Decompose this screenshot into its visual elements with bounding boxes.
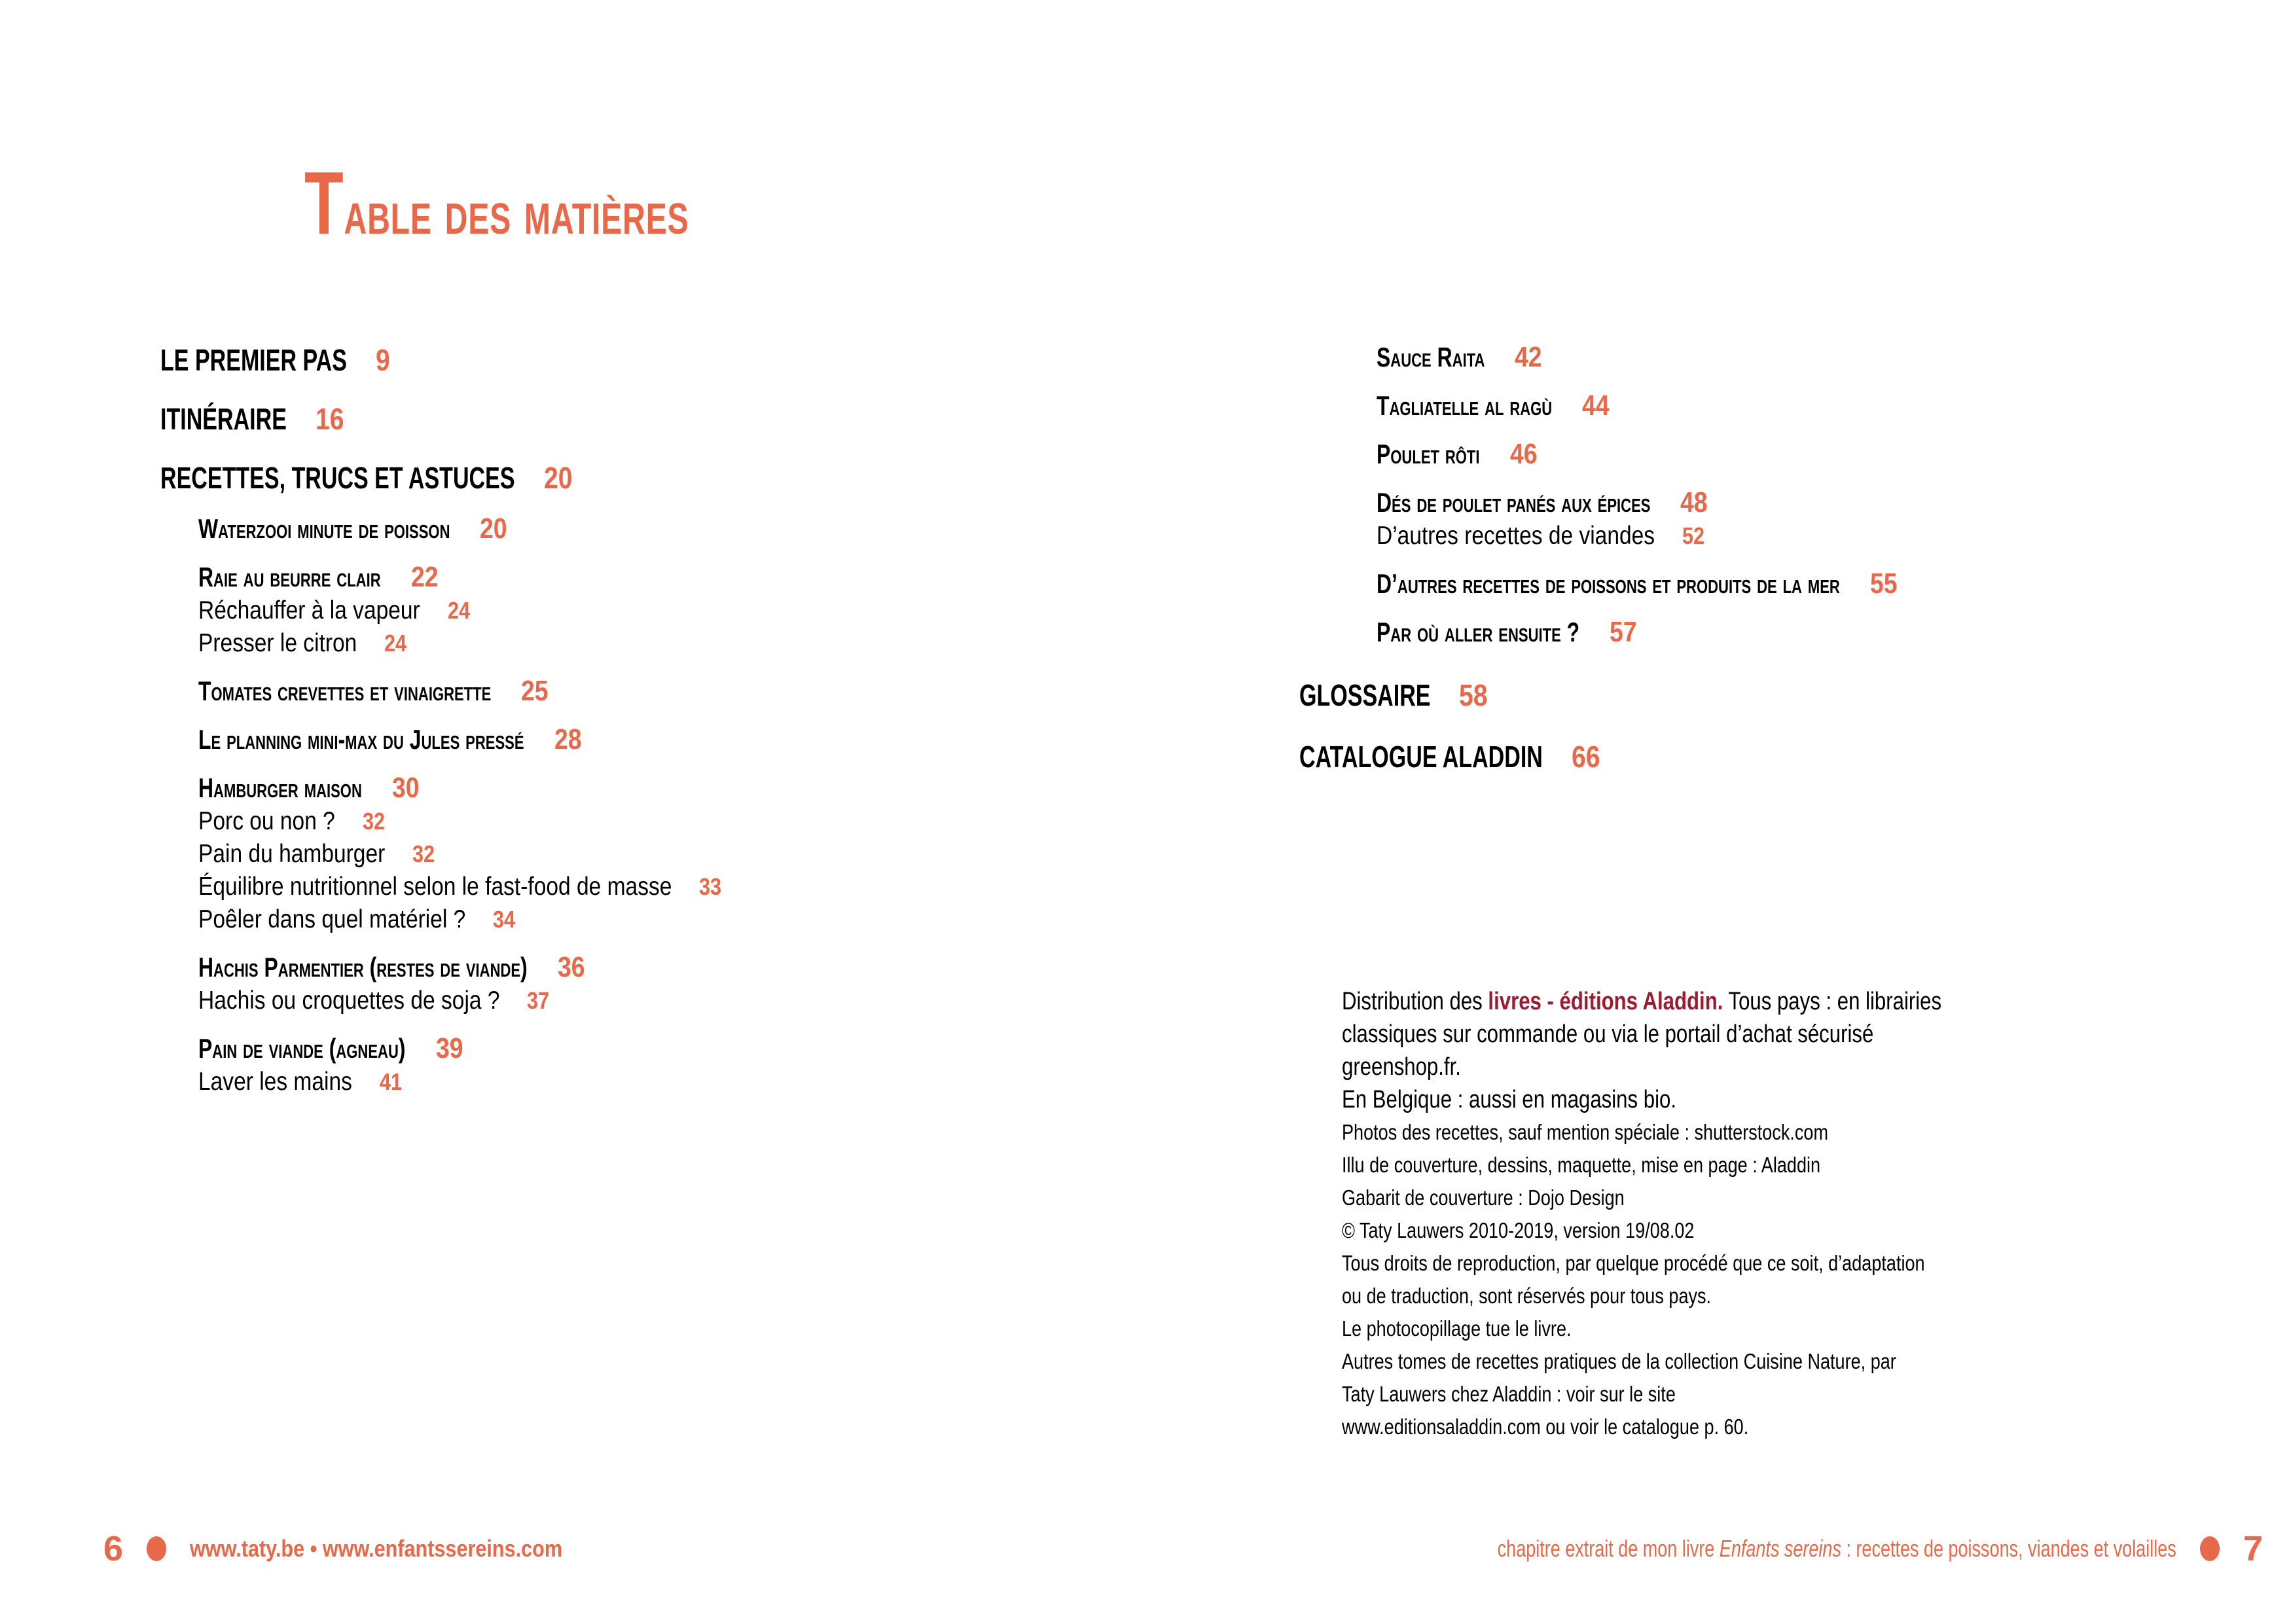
toc-entry-page-number: 44 — [1582, 389, 1610, 422]
toc-entry-page-number: 20 — [480, 513, 508, 545]
toc-entry-label: Pain de viande (agneau) — [198, 1033, 406, 1064]
toc-entry-page-number: 66 — [1571, 740, 1600, 774]
page-number-right: 7 — [2243, 1529, 2263, 1568]
toc-entry-label: Sauce Raita — [1377, 342, 1485, 372]
toc-entry[interactable] — [1299, 737, 2255, 776]
toc-entry[interactable] — [1377, 389, 2255, 423]
toc-entry-page-number: 52 — [1682, 522, 1705, 549]
toc-entry-label: Dés de poulet panés aux épices — [1377, 487, 1651, 518]
toc-entry-page-number: 46 — [1509, 438, 1538, 470]
toc-entry-label: Waterzooi minute de poisson — [198, 513, 450, 544]
toc-entry-label: Équilibre nutritionnel selon le fast-food de masse — [198, 873, 672, 901]
toc-entry-page-number: 42 — [1515, 341, 1543, 373]
toc-entry[interactable] — [198, 950, 1142, 984]
toc-entry-label: LE PREMIER PAS — [160, 343, 347, 377]
book-title: Enfants sereins — [1720, 1535, 1842, 1562]
credits-line: Photos des recettes, sauf mention spéciale : shutterstock.com — [1342, 1120, 1829, 1144]
toc-entry[interactable] — [198, 805, 1142, 838]
credits-line: Illu de couverture, dessins, maquette, mise en page : Aladdin — [1342, 1153, 1821, 1177]
page-title — [304, 152, 838, 254]
toc-entry-page-number: 9 — [376, 343, 390, 377]
toc-entry-page-number: 22 — [410, 561, 439, 593]
toc-entry[interactable] — [1377, 567, 2255, 601]
bullet-dot-icon — [147, 1536, 166, 1561]
toc-left-column — [160, 340, 1142, 1098]
toc-entry-label: Hamburger maison — [198, 772, 362, 803]
title-initial: T — [304, 153, 344, 253]
footer-right — [1271, 1528, 2263, 1569]
toc-entry-label: D’autres recettes de viandes — [1377, 522, 1655, 550]
credits-distribution-prefix: Distribution des — [1342, 988, 1488, 1015]
credits-line: Le photocopillage tue le livre. — [1342, 1316, 1572, 1341]
credits-line: Tous droits de reproduction, par quelque procédé que ce soit, d’adaptation — [1342, 1251, 1925, 1275]
copyright-line: © Taty Lauwers 2010-2019, version 19/08.02 — [1342, 1218, 1695, 1242]
toc-entry-label: Tomates crevettes et vinaigrette — [198, 676, 492, 706]
toc-entry-page-number: 25 — [521, 675, 549, 707]
toc-entry-page-number: 57 — [1610, 616, 1637, 648]
toc-entry-label: Tagliatelle al ragù — [1377, 390, 1553, 421]
toc-entry-label: Presser le citron — [198, 629, 357, 657]
toc-entry[interactable] — [1377, 520, 2255, 552]
toc-entry-page-number: 24 — [447, 597, 470, 624]
toc-entry-page-number: 34 — [493, 906, 516, 933]
toc-entry[interactable] — [1377, 437, 2255, 471]
credits-line: classiques sur commande ou via le portail d’achat sécurisé — [1342, 1020, 1874, 1048]
toc-entry-page-number: 32 — [412, 840, 435, 867]
footer-left — [103, 1528, 628, 1569]
toc-entry-page-number: 48 — [1680, 486, 1708, 518]
toc-entry-label: Pain du hamburger — [198, 840, 386, 868]
toc-entry-label: Laver les mains — [198, 1068, 352, 1096]
toc-entry-label: GLOSSAIRE — [1299, 678, 1431, 712]
toc-entry[interactable] — [198, 871, 1142, 903]
toc-entry[interactable] — [198, 594, 1142, 627]
credits-line: greenshop.fr. — [1342, 1053, 1461, 1081]
toc-entry-label: RECETTES, TRUCS ET ASTUCES — [160, 461, 515, 495]
toc-entry-label: Poulet rôti — [1377, 439, 1480, 469]
toc-entry[interactable] — [198, 984, 1142, 1017]
footer-websites-link[interactable]: www.taty.be • www.enfantssereins.com — [190, 1535, 563, 1562]
toc-entry[interactable] — [198, 1066, 1142, 1098]
toc-entry-label: Poêler dans quel matériel ? — [198, 905, 466, 933]
page-number-left: 6 — [103, 1529, 124, 1568]
toc-entry-label: Le planning mini-max du Jules pressé — [198, 724, 524, 755]
toc-entry-page-number: 30 — [391, 772, 420, 804]
credits-line: ou de traduction, sont réservés pour tous pays. — [1342, 1284, 1712, 1308]
toc-entry-label: D’autres recettes de poissons et produits de la mer — [1377, 568, 1840, 599]
toc-entry-label: Hachis ou croquettes de soja ? — [198, 986, 500, 1015]
toc-entry-page-number: 39 — [435, 1032, 463, 1064]
toc-entry-page-number: 24 — [384, 630, 407, 657]
toc-entry[interactable] — [1377, 615, 2255, 649]
chapter-note: chapitre extrait de mon livre Enfants sereins : recettes de poissons, viandes et volailles — [1497, 1535, 2176, 1562]
toc-entry[interactable] — [198, 771, 1142, 805]
toc-entry[interactable] — [1377, 486, 2255, 520]
toc-entry[interactable] — [198, 560, 1142, 594]
credits-line: En Belgique : aussi en magasins bio. — [1342, 1086, 1677, 1113]
toc-entry-label: Par où aller ensuite ? — [1377, 617, 1580, 647]
toc-entry-page-number: 32 — [362, 808, 385, 835]
toc-entry-page-number: 58 — [1459, 678, 1488, 712]
toc-right-column — [1299, 340, 2255, 796]
toc-entry[interactable] — [160, 399, 1142, 439]
toc-entry-page-number: 36 — [557, 951, 585, 983]
toc-entry-label: ITINÉRAIRE — [160, 402, 287, 436]
bullet-dot-icon — [2200, 1536, 2220, 1561]
toc-entry-page-number: 16 — [315, 402, 344, 436]
toc-entry-label: Hachis Parmentier (restes de viande) — [198, 952, 528, 983]
toc-entry-label: Raie au beurre clair — [198, 562, 381, 592]
credits-block — [1342, 985, 2160, 1443]
toc-entry-label: CATALOGUE ALADDIN — [1299, 740, 1543, 774]
toc-entry[interactable] — [198, 838, 1142, 871]
toc-entry-label: Porc ou non ? — [198, 807, 335, 835]
publisher-link[interactable]: livres - éditions Aladdin. — [1488, 988, 1723, 1015]
toc-entry[interactable] — [1299, 676, 2255, 715]
toc-entry-page-number: 41 — [379, 1068, 402, 1095]
title-rest: able des matières — [344, 177, 689, 247]
credits-distribution-suffix: Tous pays : en librairies — [1723, 988, 1942, 1015]
toc-entry[interactable] — [198, 627, 1142, 660]
toc-entry-label: Réchauffer à la vapeur — [198, 596, 420, 624]
credits-website-line[interactable]: www.editionsaladdin.com ou voir le catalogue p. 60. — [1342, 1415, 1749, 1439]
credits-line: Gabarit de couverture : Dojo Design — [1342, 1185, 1625, 1210]
toc-entry[interactable] — [198, 903, 1142, 936]
toc-entry[interactable] — [160, 340, 1142, 380]
toc-entry[interactable] — [198, 674, 1142, 708]
credits-line: Taty Lauwers chez Aladdin : voir sur le site — [1342, 1382, 1676, 1406]
toc-entry[interactable] — [160, 458, 1142, 497]
toc-entry[interactable] — [198, 723, 1142, 757]
credits-distribution-line — [1342, 985, 2160, 1018]
toc-entry-page-number: 55 — [1869, 568, 1898, 600]
toc-entry-page-number: 28 — [554, 723, 582, 755]
toc-entry[interactable] — [198, 512, 1142, 546]
credits-line: Autres tomes de recettes pratiques de la collection Cuisine Nature, par — [1342, 1349, 1896, 1373]
toc-entry-page-number: 33 — [699, 873, 722, 900]
toc-entry-page-number: 20 — [543, 461, 572, 495]
toc-entry[interactable] — [198, 1032, 1142, 1066]
toc-entry-page-number: 37 — [527, 987, 550, 1014]
toc-entry[interactable] — [1377, 340, 2255, 374]
